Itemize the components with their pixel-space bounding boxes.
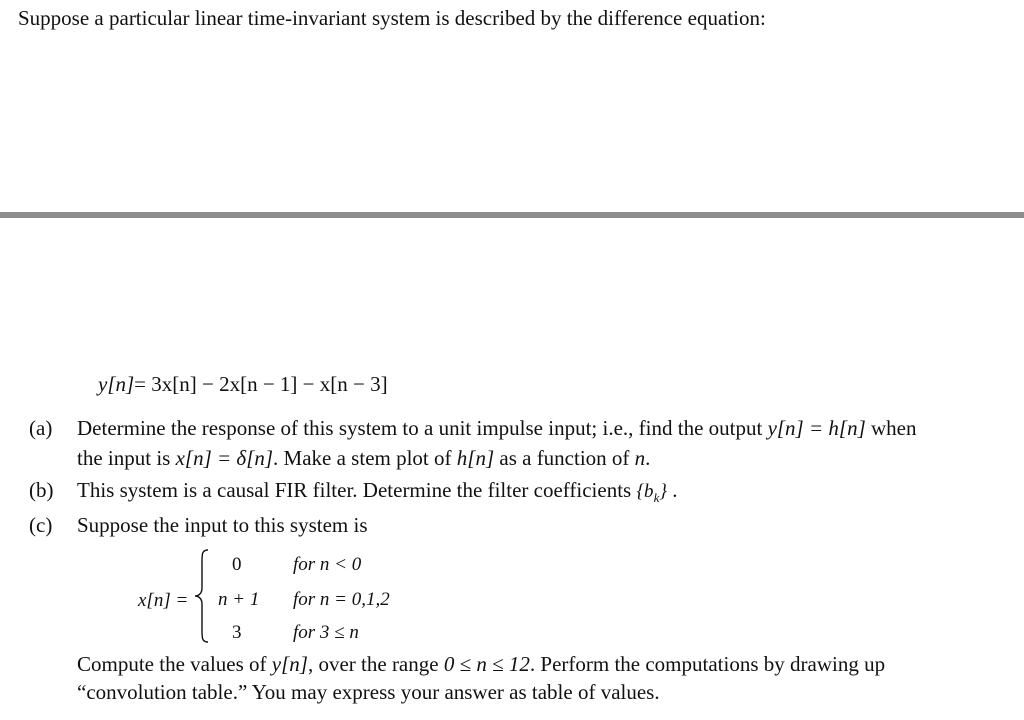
equation-rhs: = 3x[n] − 2x[n − 1] − x[n − 3] xyxy=(134,372,388,396)
part-c-compute-text3: . Perform the computations by drawing up xyxy=(529,652,886,676)
part-a-label: (a) xyxy=(29,416,53,440)
part-a-text5: as a function of xyxy=(494,446,635,470)
intro-text: Suppose a particular linear time-invariant system is described by the difference equation: xyxy=(18,6,766,30)
part-c-compute-range: 0 ≤ n ≤ 12 xyxy=(443,652,530,676)
part-a-text1: Determine the response of this system to a unit impulse input; i.e., find the output xyxy=(77,416,768,440)
piecewise-brace xyxy=(193,548,209,644)
part-c-text: Suppose the input to this system is xyxy=(77,513,368,537)
part-a-text6: . xyxy=(645,446,651,470)
part-c-label: (c) xyxy=(29,513,53,537)
coef-close: } xyxy=(659,481,667,502)
section-divider xyxy=(0,212,1024,218)
case-3-condition: for 3 ≤ n xyxy=(293,622,359,643)
part-c-compute-text2: , over the range xyxy=(307,652,444,676)
part-a-text2: when xyxy=(865,416,917,440)
case-3-value: 3 xyxy=(232,622,242,643)
part-a-math1: y[n] = h[n] xyxy=(767,416,866,440)
case-1-condition: for n < 0 xyxy=(293,554,362,575)
part-b-coef xyxy=(636,481,667,505)
part-a-text4: . Make a stem plot of xyxy=(273,446,457,470)
piecewise-lhs: x[n] = xyxy=(138,590,189,611)
coef-subscript: k xyxy=(653,489,660,505)
part-b-text: This system is a causal FIR filter. Determine the filter coefficients xyxy=(77,478,637,502)
part-c-compute-line2: “convolution table.” You may express your answer as table of values. xyxy=(77,680,660,704)
case-1-value: 0 xyxy=(232,554,242,575)
part-b-line xyxy=(29,478,677,506)
part-a-math2: x[n] = δ[n] xyxy=(175,446,274,470)
part-a-line2 xyxy=(77,446,650,471)
part-c-compute-math1: y[n] xyxy=(271,652,308,676)
part-c-compute-text1: Compute the values of xyxy=(77,652,272,676)
part-a-line1 xyxy=(29,416,917,441)
coef-open: {b xyxy=(636,481,654,502)
part-a-math3: h[n] xyxy=(456,446,495,470)
part-b-end: . xyxy=(666,478,678,502)
equation-lhs: y[n] xyxy=(98,372,135,396)
part-c-line xyxy=(29,513,368,538)
part-a-text3: the input is xyxy=(77,446,176,470)
part-a-math4: n xyxy=(634,446,646,470)
part-c-compute-line1 xyxy=(77,652,885,677)
case-2-value: n + 1 xyxy=(218,589,260,610)
difference-equation xyxy=(98,372,388,397)
case-2-condition: for n = 0,1,2 xyxy=(293,589,390,610)
part-b-label: (b) xyxy=(29,478,54,502)
